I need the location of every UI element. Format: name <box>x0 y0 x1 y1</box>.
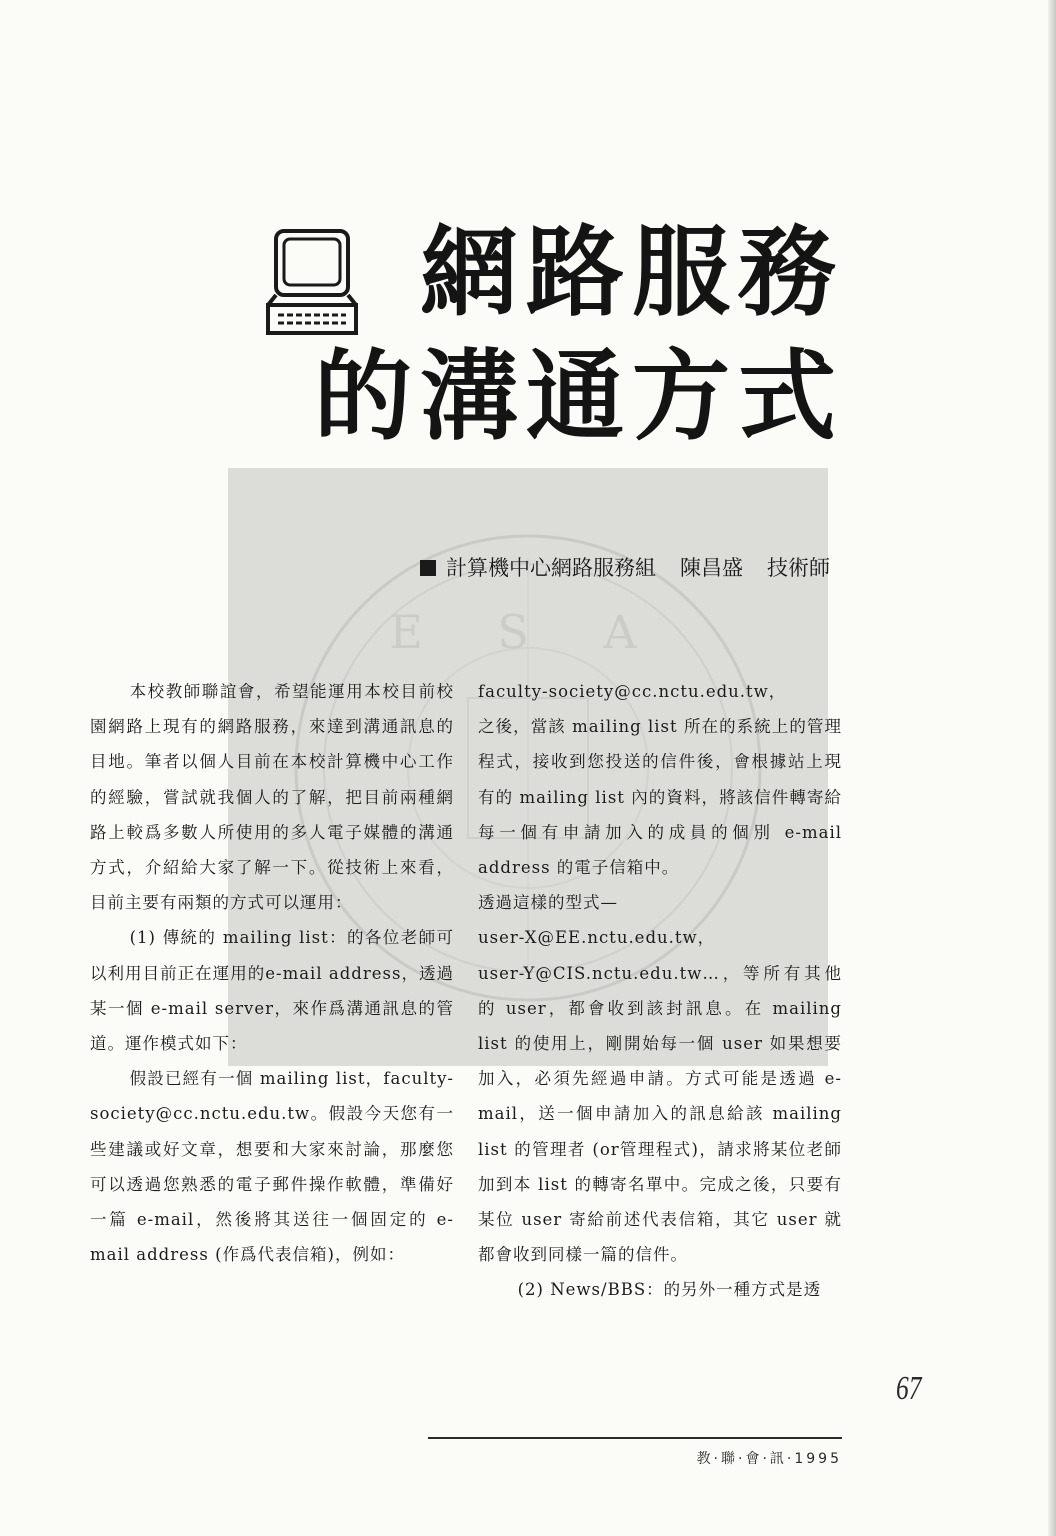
computer-icon <box>264 229 364 337</box>
right-column <box>478 674 842 1308</box>
article-title <box>264 215 844 455</box>
paragraph: user-Y@CIS.nctu.edu.tw…，等所有其他的 user，都會收到該封訊息。在 mailing list 的使用上，剛開始每一個 user 如果想要加入，必須先經過申請。方式可能是透過 e-mail，送一個申請加入的訊息給該 mailing list 的管理者 (or管理程式)，請求將某位老師加到本 list 的轉寄名單中。完成之後，只要有某位 user 寄給前述代表信箱，其它 user 就都會收到同樣一篇的信件。 <box>478 963 842 1265</box>
left-column <box>90 674 454 1272</box>
page-number: 67 <box>896 1370 922 1407</box>
paragraph: (2) News/BBS：的另外一種方式是透 <box>517 1280 822 1300</box>
title-line-2: 的溝通方式 <box>313 340 844 454</box>
watermark-text: E S A <box>389 605 667 659</box>
footer-text: 教·聯·會·訊·1995 <box>696 1451 842 1467</box>
paragraph: (1) 傳統的 mailing list：的各位老師可以利用目前正在運用的e-mail address，透過某一個 e-mail server，來作爲溝通訊息的管道。運作模式如下： <box>90 928 454 1054</box>
page-edge-shadow <box>1048 0 1056 1536</box>
paragraph: user-X@EE.nctu.edu.tw， <box>478 928 716 948</box>
paragraph: faculty-society@cc.nctu.edu.tw， <box>478 682 787 701</box>
paragraph: 本校教師聯誼會，希望能運用本校目前校園網路上現有的網路服務，來達到溝通訊息的目地。筆者以個人目前在本校計算機中心工作的經驗，嘗試就我個人的了解，把目前兩種網路上較爲多數人所使用的多人電子媒體的溝通方式，介紹給大家了解一下。從技術上來看，目前主要有兩類的方式可以運用： <box>90 682 454 913</box>
byline-role: 技術師 <box>767 556 830 580</box>
paragraph: 之後，當該 mailing list 所在的系統上的管理程式，接收到您投送的信件後，會根據站上現有的 mailing list 內的資料，將該信件轉寄給每一個有申請加入的成員的個別 e-mail address 的電子信箱中。 <box>478 717 842 878</box>
title-line-1: 網路服務 <box>419 216 844 330</box>
footer-rule <box>428 1437 842 1439</box>
paragraph: 假設已經有一個 mailing list，faculty-society@cc.nctu.edu.tw。假設今天您有一些建議或好文章，想要和大家來討論，那麼您可以透過您熟悉的電子郵件操作軟體，準備好一篇 e-mail，然後將其送往一個固定的 e-mail address (作爲代表信箱)，例如： <box>90 1069 454 1265</box>
byline <box>420 552 830 582</box>
square-bullet-icon <box>420 560 436 576</box>
paragraph: 透過這樣的型式— <box>478 893 618 913</box>
byline-author: 陳昌盛 <box>680 556 743 580</box>
byline-department: 計算機中心網路服務組 <box>446 556 656 580</box>
